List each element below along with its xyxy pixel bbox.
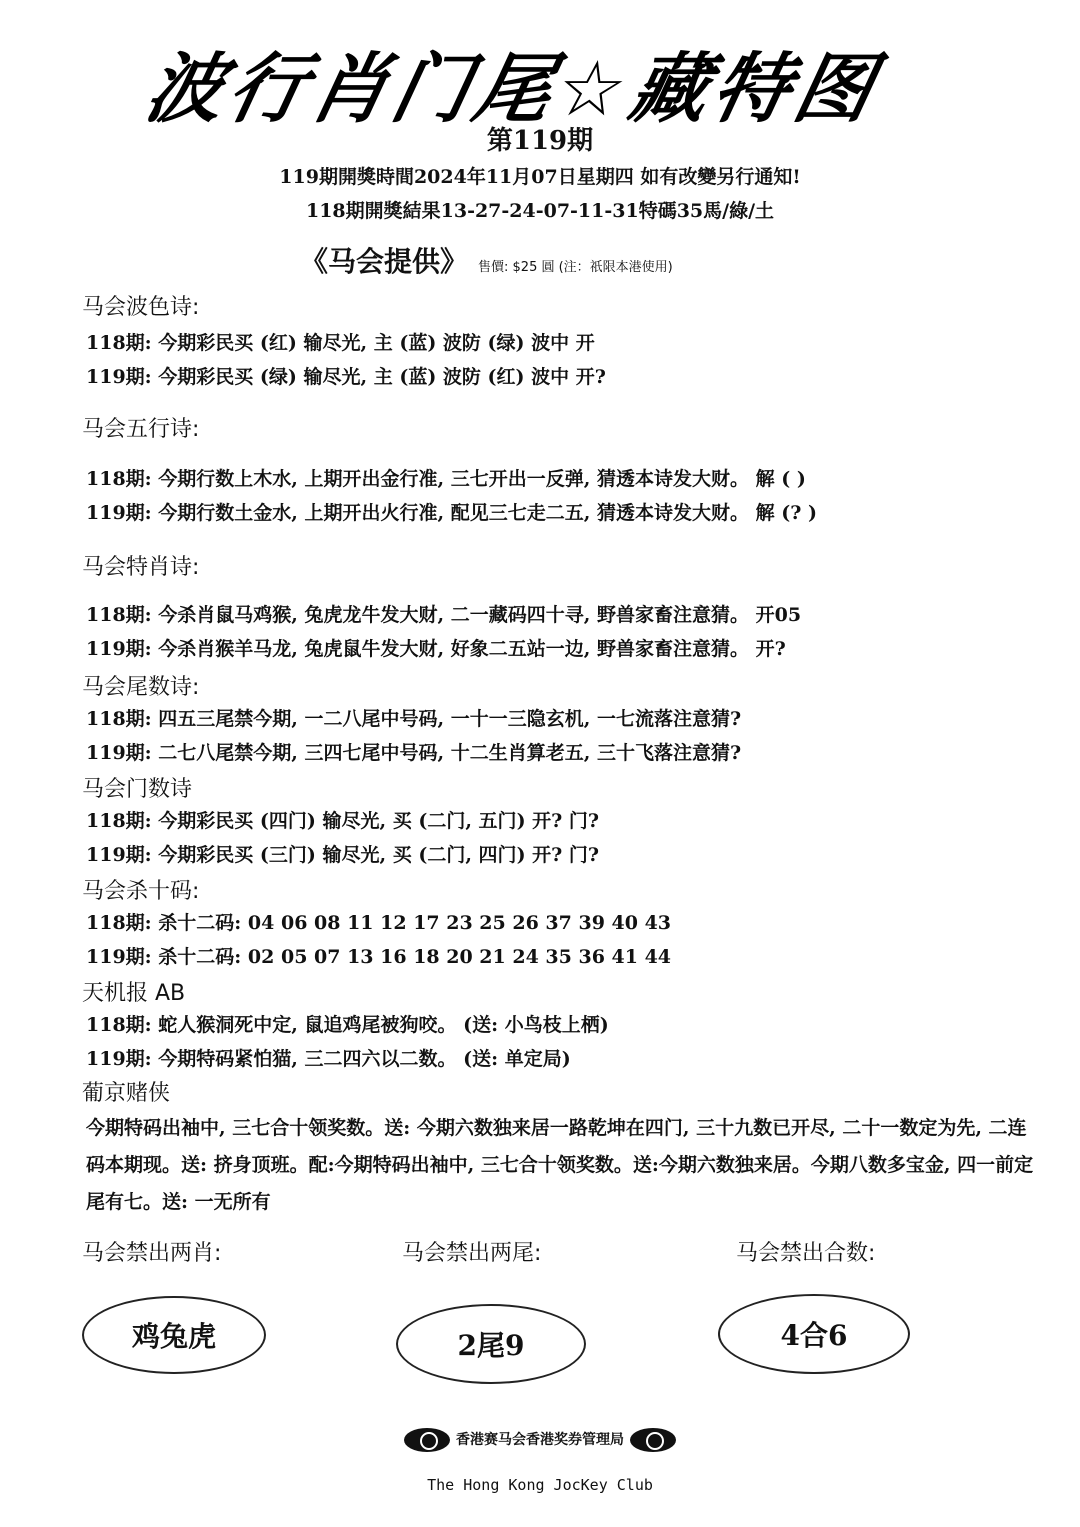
footer-org-english: The Hong Kong JocKey Club — [427, 1476, 653, 1494]
ban-wei-value: 2尾9 — [457, 1329, 525, 1362]
ban-xiao-value: 鸡兔虎 — [131, 1320, 216, 1353]
ban-wei-oval — [396, 1304, 586, 1384]
section-heading-pujing: 葡京赌侠 — [82, 1081, 171, 1106]
ban-heshu-label: 马会禁出合数: — [736, 1241, 876, 1266]
price-note: 售價: $25 圓 (注：祇限本港使用) — [478, 260, 673, 275]
banner-title: 波行肖门尾☆藏特图 — [138, 44, 888, 133]
menshu-line-118: 118期: 今期彩民买 (四门) 输尽光, 买 (二门, 五门) 开? 门? — [86, 810, 600, 832]
section-heading-bose: 马会波色诗: — [82, 295, 200, 320]
section-heading-menshu: 马会门数诗 — [82, 777, 193, 802]
ban-xiao-label: 马会禁出两肖: — [82, 1241, 222, 1266]
footer-logo-row — [0, 1428, 1080, 1452]
section-heading-shama: 马会杀十码: — [82, 879, 200, 904]
issue-number: 第119期 — [486, 126, 594, 156]
section-heading-tianji: 天机报 AB — [82, 981, 186, 1006]
draw-time-notice: 119期開獎時間2024年11月07日星期四 如有改變另行通知! — [279, 166, 801, 188]
footer-org-chinese: 香港赛马会香港奖券管理局 — [456, 1432, 624, 1448]
section-heading-texiao: 马会特肖诗: — [82, 555, 200, 580]
wuxing-line-118: 118期: 今期行数上木水, 上期开出金行准, 三七开出一反弹, 猜透本诗发大财。 解 ( ) — [86, 468, 806, 490]
bose-line-118: 118期: 今期彩民买 (红) 输尽光, 主 (蓝) 波防 (绿) 波中 开 — [86, 332, 595, 354]
previous-result: 118期開獎結果13-27-24-07-11-31特碼35馬/綠/土 — [305, 200, 775, 222]
texiao-line-119: 119期: 今杀肖猴羊马龙, 兔虎鼠牛发大财, 好象二五站一边, 野兽家畜注意猜。 开? — [86, 638, 786, 660]
ban-heshu-value: 4合6 — [780, 1319, 848, 1352]
wuxing-line-119: 119期: 今期行数土金水, 上期开出火行准, 配见三七走二五, 猜透本诗发大财。 解 (? ) — [86, 502, 817, 524]
section-heading-weishu: 马会尾数诗: — [82, 675, 200, 700]
pujing-paragraph: 今期特码出袖中, 三七合十领奖数。送: 今期六数独来居一路乾坤在四门, 三十九数已开尽, 二十一数定为先, 二连码本期现。送: 挤身顶班。配:今期特码出袖中, 三七合十领奖数。送:今期六数独来居。今期八数多宝金, 四一前定尾有七。送: 一无所有 — [86, 1117, 1034, 1213]
bose-line-119: 119期: 今期彩民买 (绿) 输尽光, 主 (蓝) 波防 (红) 波中 开? — [86, 366, 606, 388]
shama-line-119: 119期: 杀十二码: 02 05 07 13 16 18 20 21 24 35 36 41 44 — [86, 946, 672, 968]
ban-wei-label: 马会禁出两尾: — [402, 1241, 542, 1266]
texiao-line-118: 118期: 今杀肖鼠马鸡猴, 兔虎龙牛发大财, 二一藏码四十寻, 野兽家畜注意猜。 开05 — [86, 604, 802, 626]
tianji-line-118: 118期: 蛇人猴洞死中定, 鼠追鸡尾被狗咬。 (送: 小鸟枝上栖) — [86, 1014, 609, 1036]
provider-line — [300, 240, 673, 280]
shama-line-118: 118期: 杀十二码: 04 06 08 11 12 17 23 25 26 37 39 40 43 — [86, 912, 672, 934]
weishu-line-118: 118期: 四五三尾禁今期, 一二八尾中号码, 一十一三隐玄机, 一七流落注意猜? — [86, 708, 742, 730]
tianji-line-119: 119期: 今期特码紧怕猫, 三二四六以二数。 (送: 单定局) — [86, 1048, 571, 1070]
jockey-club-logo-icon — [404, 1428, 450, 1452]
ban-xiao-oval — [82, 1296, 266, 1374]
menshu-line-119: 119期: 今期彩民买 (三门) 输尽光, 买 (二门, 四门) 开? 门? — [86, 844, 600, 866]
jockey-club-logo-icon-right — [630, 1428, 676, 1452]
weishu-line-119: 119期: 二七八尾禁今期, 三四七尾中号码, 十二生肖算老五, 三十飞落注意猜? — [86, 742, 742, 764]
ban-heshu-oval — [718, 1294, 910, 1374]
section-heading-wuxing: 马会五行诗: — [82, 417, 200, 442]
provider-label: 《马会提供》 — [300, 245, 469, 278]
